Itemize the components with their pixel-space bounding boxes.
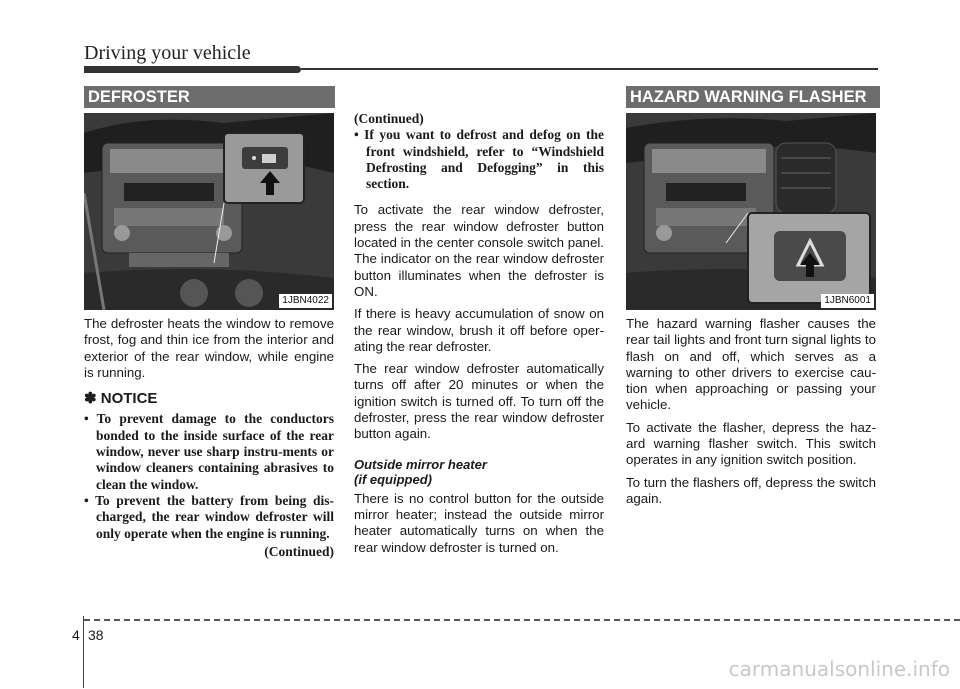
hazard-switch-illustration — [626, 113, 876, 310]
watermark: carmanualsonline.info — [728, 657, 950, 681]
continued-list — [354, 127, 604, 192]
hazard-heading: HAZARD WARNING FLASHER — [626, 86, 880, 108]
mirror-heater-heading-line1: Outside mirror heater — [354, 456, 487, 472]
defroster-left-column — [84, 316, 334, 566]
center-console-illustration — [84, 113, 334, 310]
defroster-para-snow: If there is heavy accumulation of snow on the rear window, brush it off before oper-ating the rear defroster. — [354, 306, 604, 354]
notice-list — [84, 411, 334, 541]
defroster-image-code: 1JBN4022 — [279, 294, 332, 308]
continued-marker-bottom: (Continued) — [264, 543, 334, 559]
hazard-image-code: 1JBN6001 — [821, 294, 874, 308]
notice-item-conductors: • To prevent damage to the conductors bonded to the inside surface of the rear window, never use sharp instru-ments or window cleaners containing abrasives to clean the window. — [84, 411, 334, 492]
mirror-heater-heading-line2: (if equipped) — [354, 471, 432, 487]
notice-item-battery: • To prevent the battery from being dis-charged, the rear window defroster will only operate when the engine is running. — [84, 492, 334, 541]
continued-marker-top: (Continued) — [354, 111, 424, 126]
hazard-column — [626, 316, 876, 513]
header-rule-thick — [84, 66, 301, 73]
defroster-heading: DEFROSTER — [84, 86, 335, 108]
defroster-intro: The defroster heats the window to remove frost, fog and thin ice from the interior and exterior of the rear window, while engine is running. — [84, 316, 334, 380]
hazard-photo — [626, 113, 876, 310]
defroster-para-activate: To activate the rear window defroster, press the rear window defroster button located in the center console switch panel. The indicator on the rear window defroster button illuminates when the defroster is ON. — [354, 202, 604, 299]
chapter-number: 4 — [72, 627, 80, 643]
header-rule-thin — [301, 68, 878, 70]
hazard-para-description: The hazard warning flasher causes the rear tail lights and front turn signal lights to flash on and off, which serves as a warning to other drivers to exercise cau-tion when approaching or passing your vehicle. — [626, 316, 876, 413]
footer-divider — [83, 616, 84, 688]
page-header-title: Driving your vehicle — [84, 42, 251, 64]
notice-heading: ✽ NOTICE — [84, 390, 158, 408]
mirror-heater-heading — [354, 457, 604, 487]
defroster-para-auto-off: The rear window defroster automatically turns off after 20 minutes or when the ignition switch is turned off. To turn off the defroster, press the rear window defroster button again. — [354, 361, 604, 442]
page-number: 38 — [88, 627, 104, 643]
mirror-heater-text: There is no control button for the outside mirror heater; instead the outside mirror heater automatically turns on when the rear window defroster is turned on. — [354, 490, 604, 555]
defroster-middle-column — [354, 111, 604, 562]
continued-item-windshield: • If you want to defrost and defog on the front windshield, refer to “Windshield Defrosting and Defogging” in this section. — [354, 127, 604, 192]
defroster-photo — [84, 113, 334, 310]
hazard-para-activate: To activate the flasher, depress the haz-ard warning flasher switch. This switch operates in any ignition switch position. — [626, 419, 876, 468]
hazard-para-off: To turn the flashers off, depress the switch again. — [626, 474, 876, 506]
footer-rule — [84, 619, 960, 621]
